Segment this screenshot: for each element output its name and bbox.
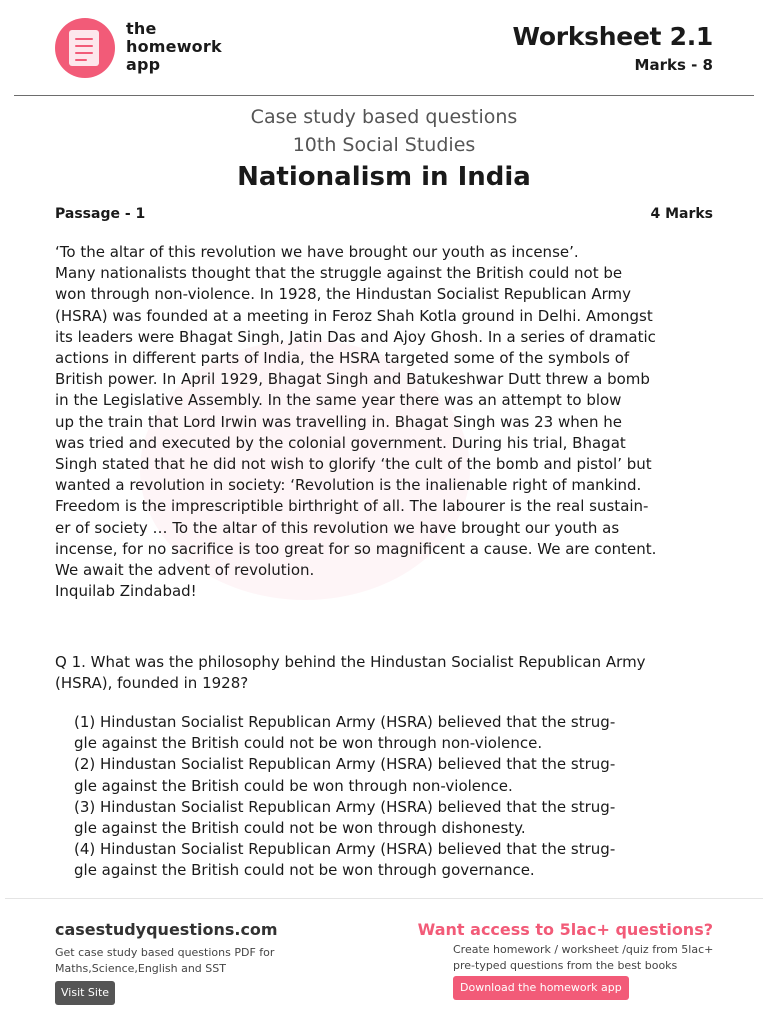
option-line: (4) Hindustan Socialist Republican Army (HSRA) believed that the strug- [74, 840, 616, 859]
passage-line: up the train that Lord Irwin was travelling in. Bhagat Singh was 23 when he [55, 412, 623, 431]
passage-line: ‘To the altar of this revolution we have brought our youth as incense’. [55, 243, 579, 261]
question-1 [55, 652, 675, 694]
worksheet-marks: Marks - 8 [634, 56, 713, 74]
cta-line: pre-typed questions from the best books [453, 959, 678, 972]
page-title: Nationalism in India [237, 162, 531, 192]
visit-site-button[interactable]: Visit Site [55, 981, 115, 1005]
logo-line: app [126, 55, 161, 74]
subtitle-case-study: Case study based questions [250, 106, 518, 128]
option-line: gle against the British could not be won through non-violence. [74, 734, 543, 753]
passage-line: Singh stated that he did not wish to glorify ‘the cult of the bomb and pistol’ but [55, 455, 652, 474]
option-line: (1) Hindustan Socialist Republican Army (HSRA) believed that the strug- [74, 713, 616, 731]
passage-line: British power. In April 1929, Bhagat Singh and Batukeshwar Dutt threw a bomb [55, 370, 650, 389]
passage-marks: 4 Marks [650, 206, 713, 222]
option-line: (2) Hindustan Socialist Republican Army (HSRA) believed that the strug- [74, 755, 616, 774]
logo-line: the [126, 19, 157, 38]
header-divider [14, 95, 754, 96]
passage-line: er of society … To the altar of this revolution we have brought our youth as [55, 518, 620, 537]
passage-line: in the Legislative Assembly. In the same year there was an attempt to blow [55, 391, 622, 410]
passage-text [55, 242, 655, 602]
passage-line: We await the advent of revolution. [55, 561, 315, 580]
passage-line: Freedom is the imprescriptible birthright of all. The labourer is the real sustain- [55, 497, 649, 516]
passage-line: Inquilab Zindabad! [55, 582, 197, 601]
passage-line: (HSRA) was founded at a meeting in Feroz Shah Kotla ground in Delhi. Amongst [55, 306, 653, 325]
footer-cta-description [453, 942, 723, 974]
option-line: gle against the British could not be won through dishonesty. [74, 819, 526, 838]
app-logo [55, 18, 115, 78]
question-line: (HSRA), founded in 1928? [55, 674, 249, 693]
subtitle-subject: 10th Social Studies [292, 134, 476, 156]
footer-divider [5, 898, 763, 899]
worksheet-icon [69, 30, 99, 66]
answer-options [74, 712, 674, 882]
passage-line: its leaders were Bhagat Singh, Jatin Das and Ajoy Ghosh. In a series of dramatic [55, 327, 656, 346]
passage-line: won through non-violence. In 1928, the Hindustan Socialist Republican Army [55, 285, 632, 304]
footer-site-description: Get case study based questions PDF for Maths,Science,English and SST [55, 946, 275, 975]
logo-text [126, 20, 222, 74]
passage-line: actions in different parts of India, the HSRA targeted some of the symbols of [55, 349, 630, 368]
question-line: Q 1. What was the philosophy behind the Hindustan Socialist Republican Army [55, 653, 646, 671]
download-app-button[interactable]: Download the homework app [453, 976, 629, 1000]
passage-line: incense, for no sacrifice is too great for so magnificent a cause. We are content. [55, 539, 657, 558]
passage-line: Many nationalists thought that the struggle against the British could not be [55, 264, 623, 283]
footer-site-name: casestudyquestions.com [55, 920, 278, 939]
option-line: gle against the British could be won through non-violence. [74, 776, 513, 795]
option-line: gle against the British could not be won through governance. [74, 861, 535, 880]
logo-line: homework [126, 37, 222, 56]
footer-cta-title: Want access to 5lac+ questions? [417, 920, 713, 939]
passage-line: wanted a revolution in society: ‘Revolution is the inalienable right of mankind. [55, 476, 642, 495]
option-line: (3) Hindustan Socialist Republican Army (HSRA) believed that the strug- [74, 797, 616, 816]
passage-line: was tried and executed by the colonial government. During his trial, Bhagat [55, 433, 626, 452]
passage-label: Passage - 1 [55, 206, 146, 222]
worksheet-title: Worksheet 2.1 [512, 22, 713, 51]
cta-line: Create homework / worksheet /quiz from 5lac+ [453, 943, 714, 956]
